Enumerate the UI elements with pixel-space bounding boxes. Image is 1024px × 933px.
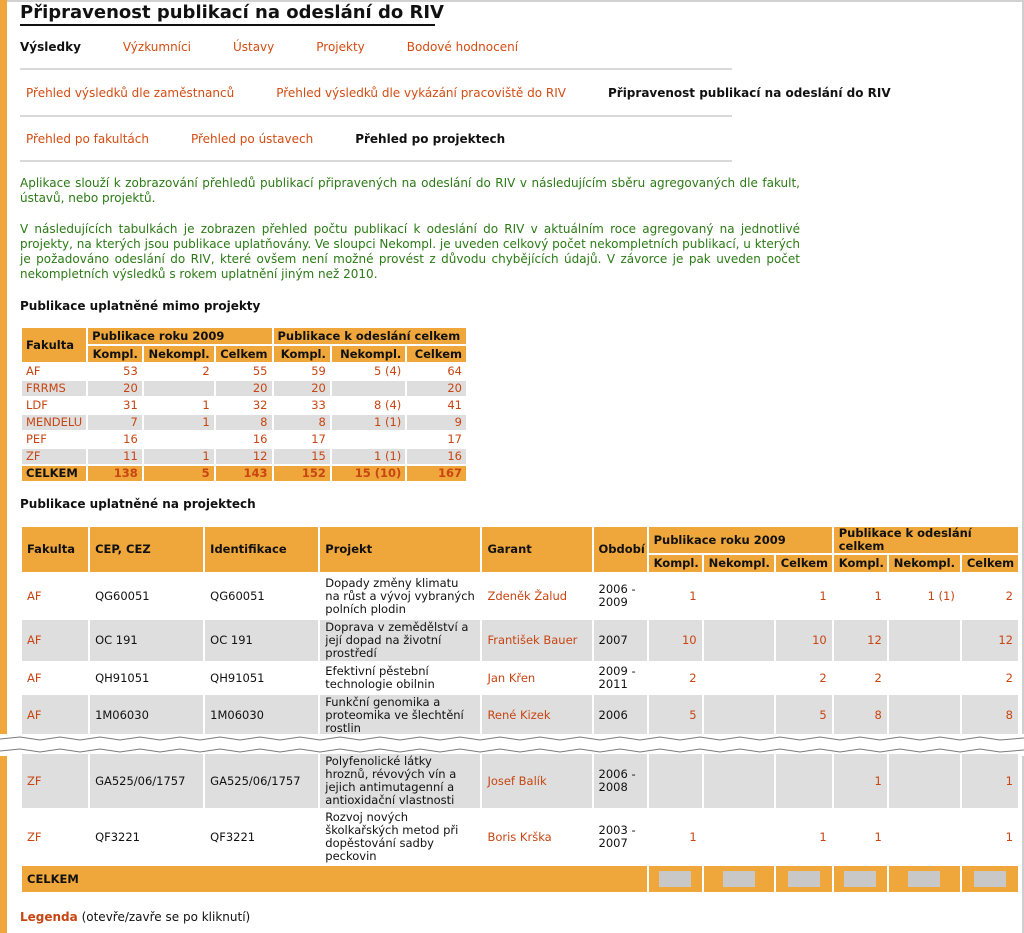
table-cell: 8 bbox=[274, 415, 330, 430]
table-cell: 2009 - 2011 bbox=[594, 663, 647, 693]
legend-link[interactable]: Legenda bbox=[20, 910, 78, 924]
table2-body-top bbox=[22, 574, 1018, 735]
redacted-value bbox=[908, 871, 940, 887]
column-header: Projekt bbox=[320, 527, 480, 572]
page-title: Připravenost publikací na odeslání do RIV bbox=[20, 2, 444, 23]
nav-divider bbox=[20, 160, 732, 162]
count-cell: 12 bbox=[962, 620, 1018, 661]
faculty-link[interactable]: MENDELU bbox=[22, 415, 86, 430]
table2-heading: Publikace uplatněné na projektech bbox=[20, 497, 256, 511]
count-cell: 1 bbox=[776, 574, 832, 618]
table-cell: 16 bbox=[88, 432, 142, 447]
faculty-link[interactable]: AF bbox=[22, 695, 88, 735]
table-row bbox=[22, 810, 1018, 864]
count-cell: 8 bbox=[834, 695, 887, 735]
table-cell: 64 bbox=[407, 364, 466, 379]
left-accent-bar bbox=[0, 0, 7, 933]
table1-body bbox=[22, 364, 466, 481]
total-cell: 143 bbox=[216, 466, 272, 481]
count-cell bbox=[704, 620, 774, 661]
table-row bbox=[22, 663, 1018, 693]
total-cell: 138 bbox=[88, 466, 142, 481]
column-header: Garant bbox=[482, 527, 591, 572]
table-cell: 1 bbox=[144, 415, 214, 430]
table-cell: 2006 - 2009 bbox=[594, 574, 647, 618]
count-cell: 1 bbox=[962, 754, 1018, 808]
count-cell: 10 bbox=[776, 620, 832, 661]
table-cell: 20 bbox=[216, 381, 272, 396]
table-cell: 16 bbox=[216, 432, 272, 447]
nav-vyzkumnici[interactable]: Výzkumníci bbox=[122, 40, 191, 54]
project-name: Dopady změny klimatu na růst a vývoj vybraných polních plodin bbox=[320, 574, 480, 618]
count-cell bbox=[889, 695, 960, 735]
table-row bbox=[22, 620, 1018, 661]
count-cell bbox=[704, 754, 774, 808]
faculty-link[interactable]: ZF bbox=[22, 754, 88, 808]
table-cell: 12 bbox=[216, 449, 272, 464]
count-cell bbox=[889, 810, 960, 864]
count-cell: 1 (1) bbox=[889, 574, 960, 618]
project-name: Doprava v zemědělství a její dopad na životní prostředí bbox=[320, 620, 480, 661]
column-header: Kompl. bbox=[649, 555, 702, 572]
table2-body-bottom bbox=[22, 754, 1018, 892]
count-cell: 1 bbox=[834, 810, 887, 864]
subnav-prehled-dle-zamestnancu[interactable]: Přehled výsledků dle zaměstnanců bbox=[26, 86, 235, 100]
column-header: Celkem bbox=[216, 346, 272, 362]
redacted-value bbox=[659, 871, 691, 887]
table-cell: QF3221 bbox=[205, 810, 318, 864]
table-cell: 15 bbox=[274, 449, 330, 464]
table-cell: 2 bbox=[144, 364, 214, 379]
column-header: Kompl. bbox=[274, 346, 330, 362]
table-total-row bbox=[22, 466, 466, 481]
subnav-pripravenost[interactable]: Připravenost publikací na odeslání do RIV bbox=[607, 86, 891, 100]
table-cell: 1 bbox=[144, 398, 214, 413]
count-cell: 2 bbox=[962, 663, 1018, 693]
table-cell: 33 bbox=[274, 398, 330, 413]
faculty-link[interactable]: PEF bbox=[22, 432, 86, 447]
table-cell: 2007 bbox=[594, 620, 647, 661]
count-cell bbox=[889, 663, 960, 693]
faculty-link[interactable]: AF bbox=[22, 620, 88, 661]
column-header: Kompl. bbox=[834, 555, 887, 572]
table-cell: 20 bbox=[274, 381, 330, 396]
guarantor-link[interactable]: René Kizek bbox=[482, 695, 591, 735]
faculty-link[interactable]: AF bbox=[22, 364, 86, 379]
table-cell: 55 bbox=[216, 364, 272, 379]
count-cell bbox=[776, 754, 832, 808]
table-row bbox=[22, 695, 1018, 735]
faculty-link[interactable]: AF bbox=[22, 574, 88, 618]
total-cell: 167 bbox=[407, 466, 466, 481]
column-header: Celkem bbox=[962, 555, 1018, 572]
table-cell bbox=[332, 432, 405, 447]
faculty-link[interactable]: AF bbox=[22, 663, 88, 693]
count-cell: 2 bbox=[776, 663, 832, 693]
column-header: Nekompl. bbox=[144, 346, 214, 362]
nav-divider bbox=[20, 68, 732, 70]
table-cell: 8 (4) bbox=[332, 398, 405, 413]
table-row bbox=[22, 574, 1018, 618]
column-group-header: Publikace k odeslání celkem bbox=[274, 328, 467, 344]
table-cell: 31 bbox=[88, 398, 142, 413]
count-cell: 2 bbox=[834, 663, 887, 693]
table-cell bbox=[332, 381, 405, 396]
count-cell: 8 bbox=[962, 695, 1018, 735]
count-cell: 5 bbox=[649, 695, 702, 735]
column-group-header: Publikace roku 2009 bbox=[88, 328, 271, 344]
table-row bbox=[22, 415, 466, 430]
column-header: Celkem bbox=[776, 555, 832, 572]
guarantor-link[interactable]: František Bauer bbox=[482, 620, 591, 661]
count-cell: 1 bbox=[834, 754, 887, 808]
column-header: Fakulta bbox=[22, 328, 86, 362]
intro-paragraph: Aplikace slouží k zobrazování přehledů publikací připravených na odeslání do RIV v následujícím sběru agregovaných dle fakult, ústavů, nebo projektů. bbox=[20, 176, 800, 205]
table-row bbox=[22, 398, 466, 413]
table1-heading: Publikace uplatněné mimo projekty bbox=[20, 299, 261, 313]
count-cell bbox=[704, 663, 774, 693]
table-cell: QG60051 bbox=[90, 574, 203, 618]
column-header: Nekompl. bbox=[332, 346, 405, 362]
table-cell: 2006 - 2008 bbox=[594, 754, 647, 808]
table-cell: 9 bbox=[407, 415, 466, 430]
count-cell: 1 bbox=[776, 810, 832, 864]
table-cell: 2003 - 2007 bbox=[594, 810, 647, 864]
column-header: Období bbox=[594, 527, 647, 572]
table-cell: 59 bbox=[274, 364, 330, 379]
total-cell bbox=[889, 866, 960, 892]
column-header: Nekompl. bbox=[704, 555, 774, 572]
nav-projekty[interactable]: Projekty bbox=[316, 40, 365, 54]
faculty-link[interactable]: ZF bbox=[22, 449, 86, 464]
tab-prehled-po-fakultach[interactable]: Přehled po fakultách bbox=[26, 132, 149, 146]
title-underline bbox=[20, 24, 435, 26]
table-row bbox=[22, 432, 466, 447]
table-row bbox=[22, 449, 466, 464]
count-cell bbox=[649, 754, 702, 808]
count-cell bbox=[889, 620, 960, 661]
primary-nav bbox=[20, 32, 560, 62]
table-cell: 1 (1) bbox=[332, 415, 405, 430]
table-cell: 1M06030 bbox=[90, 695, 203, 735]
intro-paragraph-details: V následujících tabulkách je zobrazen přehled počtu publikací k odeslání do RIV v aktuálním roce agregovaný na jednotlivé projekty, na kterých jsou publikace uplatňovány. Ve sloupci Nekompl. je uveden celkový počet nekompletních publikací, u kterých je požadováno odeslání do RIV, které ovšem není možné provést z důvodu chybějících údajů. V závorce je pak uveden počet nekompletních výsledků s rokem uplatnění jiným než 2010. bbox=[20, 222, 800, 281]
column-header: Kompl. bbox=[88, 346, 142, 362]
table-cell: 16 bbox=[407, 449, 466, 464]
count-cell: 2 bbox=[649, 663, 702, 693]
legend-note: (otevře/zavře se po kliknutí) bbox=[81, 910, 251, 924]
total-label: CELKEM bbox=[22, 866, 647, 892]
table-cell: GA525/06/1757 bbox=[205, 754, 318, 808]
count-cell: 1 bbox=[649, 810, 702, 864]
subnav-prehled-dle-pracoviste[interactable]: Přehled výsledků dle vykázání pracoviště do RIV bbox=[276, 86, 566, 100]
table-row bbox=[22, 754, 1018, 808]
redacted-value bbox=[974, 871, 1006, 887]
count-cell: 1 bbox=[834, 574, 887, 618]
table-cell: 5 (4) bbox=[332, 364, 405, 379]
publications-outside-projects-table bbox=[20, 326, 468, 483]
table-cell: QH91051 bbox=[90, 663, 203, 693]
table-cell: 1M06030 bbox=[205, 695, 318, 735]
table-cell bbox=[144, 432, 214, 447]
table-cell: 17 bbox=[407, 432, 466, 447]
table-total-row bbox=[22, 866, 1018, 892]
table-cell: QH91051 bbox=[205, 663, 318, 693]
redacted-value bbox=[723, 871, 755, 887]
total-cell bbox=[649, 866, 702, 892]
table-cell: 1 (1) bbox=[332, 449, 405, 464]
count-cell: 1 bbox=[649, 574, 702, 618]
column-header: Nekompl. bbox=[889, 555, 960, 572]
count-cell: 5 bbox=[776, 695, 832, 735]
column-header: CEP, CEZ bbox=[90, 527, 203, 572]
table-row bbox=[22, 364, 466, 379]
nav-ustavy[interactable]: Ústavy bbox=[232, 40, 275, 54]
table-cell: 1 bbox=[144, 449, 214, 464]
project-name: Polyfenolické látky hroznů, révových vín a jejich antimutagenní a antioxidační vlastnosti bbox=[320, 754, 480, 808]
column-header: Identifikace bbox=[205, 527, 318, 572]
column-group-header: Publikace k odeslání celkem bbox=[834, 527, 1018, 553]
guarantor-link[interactable]: Zdeněk Žalud bbox=[482, 574, 591, 618]
table-cell bbox=[144, 381, 214, 396]
table-cell: 20 bbox=[407, 381, 466, 396]
nav-divider bbox=[20, 115, 732, 117]
table-cell: 7 bbox=[88, 415, 142, 430]
faculty-link[interactable]: FRRMS bbox=[22, 381, 86, 396]
table-cell: 20 bbox=[88, 381, 142, 396]
count-cell bbox=[889, 754, 960, 808]
table-cell: 53 bbox=[88, 364, 142, 379]
total-cell bbox=[704, 866, 774, 892]
table-cell: 8 bbox=[216, 415, 272, 430]
count-cell: 1 bbox=[962, 810, 1018, 864]
project-name: Funkční genomika a proteomika ve šlechtění rostlin bbox=[320, 695, 480, 735]
table-cell: 17 bbox=[274, 432, 330, 447]
nav-vysledky[interactable]: Výsledky bbox=[20, 40, 81, 54]
count-cell bbox=[704, 574, 774, 618]
count-cell: 2 bbox=[962, 574, 1018, 618]
faculty-link[interactable]: ZF bbox=[22, 810, 88, 864]
secondary-nav bbox=[26, 78, 933, 108]
tertiary-nav bbox=[26, 124, 547, 154]
table-row bbox=[22, 381, 466, 396]
total-cell: 5 bbox=[144, 466, 214, 481]
project-name: Efektivní pěstební technologie obilnin bbox=[320, 663, 480, 693]
table-cell: 32 bbox=[216, 398, 272, 413]
redacted-value bbox=[788, 871, 820, 887]
faculty-link[interactable]: LDF bbox=[22, 398, 86, 413]
table-cell: OC 191 bbox=[205, 620, 318, 661]
total-cell: 152 bbox=[274, 466, 330, 481]
table-cell: 41 bbox=[407, 398, 466, 413]
count-cell: 12 bbox=[834, 620, 887, 661]
guarantor-link[interactable]: Jan Křen bbox=[482, 663, 591, 693]
count-cell: 10 bbox=[649, 620, 702, 661]
nav-bodove-hodnoceni[interactable]: Bodové hodnocení bbox=[406, 40, 519, 54]
redacted-value bbox=[844, 871, 876, 887]
table-cell: QG60051 bbox=[205, 574, 318, 618]
legend-toggle[interactable] bbox=[20, 910, 250, 924]
total-cell bbox=[962, 866, 1018, 892]
tab-prehled-po-projektech[interactable]: Přehled po projektech bbox=[355, 132, 506, 146]
table-cell: OC 191 bbox=[90, 620, 203, 661]
column-group-header: Publikace roku 2009 bbox=[649, 527, 832, 553]
tab-prehled-po-ustavech[interactable]: Přehled po ústavech bbox=[190, 132, 314, 146]
publications-on-projects-table-continued bbox=[20, 752, 1020, 894]
count-cell bbox=[704, 810, 774, 864]
count-cell bbox=[704, 695, 774, 735]
total-cell bbox=[834, 866, 887, 892]
guarantor-link[interactable]: Josef Balík bbox=[482, 754, 591, 808]
total-label: CELKEM bbox=[22, 466, 86, 481]
project-name: Rozvoj nových školkařských metod při dopěstování sadby peckovin bbox=[320, 810, 480, 864]
table-cell: QF3221 bbox=[90, 810, 203, 864]
table-cell: 11 bbox=[88, 449, 142, 464]
table-cell: GA525/06/1757 bbox=[90, 754, 203, 808]
table-cell: 2006 bbox=[594, 695, 647, 735]
publications-on-projects-table bbox=[20, 525, 1020, 737]
total-cell: 15 (10) bbox=[332, 466, 405, 481]
guarantor-link[interactable]: Boris Krška bbox=[482, 810, 591, 864]
column-header: Fakulta bbox=[22, 527, 88, 572]
column-header: Celkem bbox=[407, 346, 466, 362]
total-cell bbox=[776, 866, 832, 892]
